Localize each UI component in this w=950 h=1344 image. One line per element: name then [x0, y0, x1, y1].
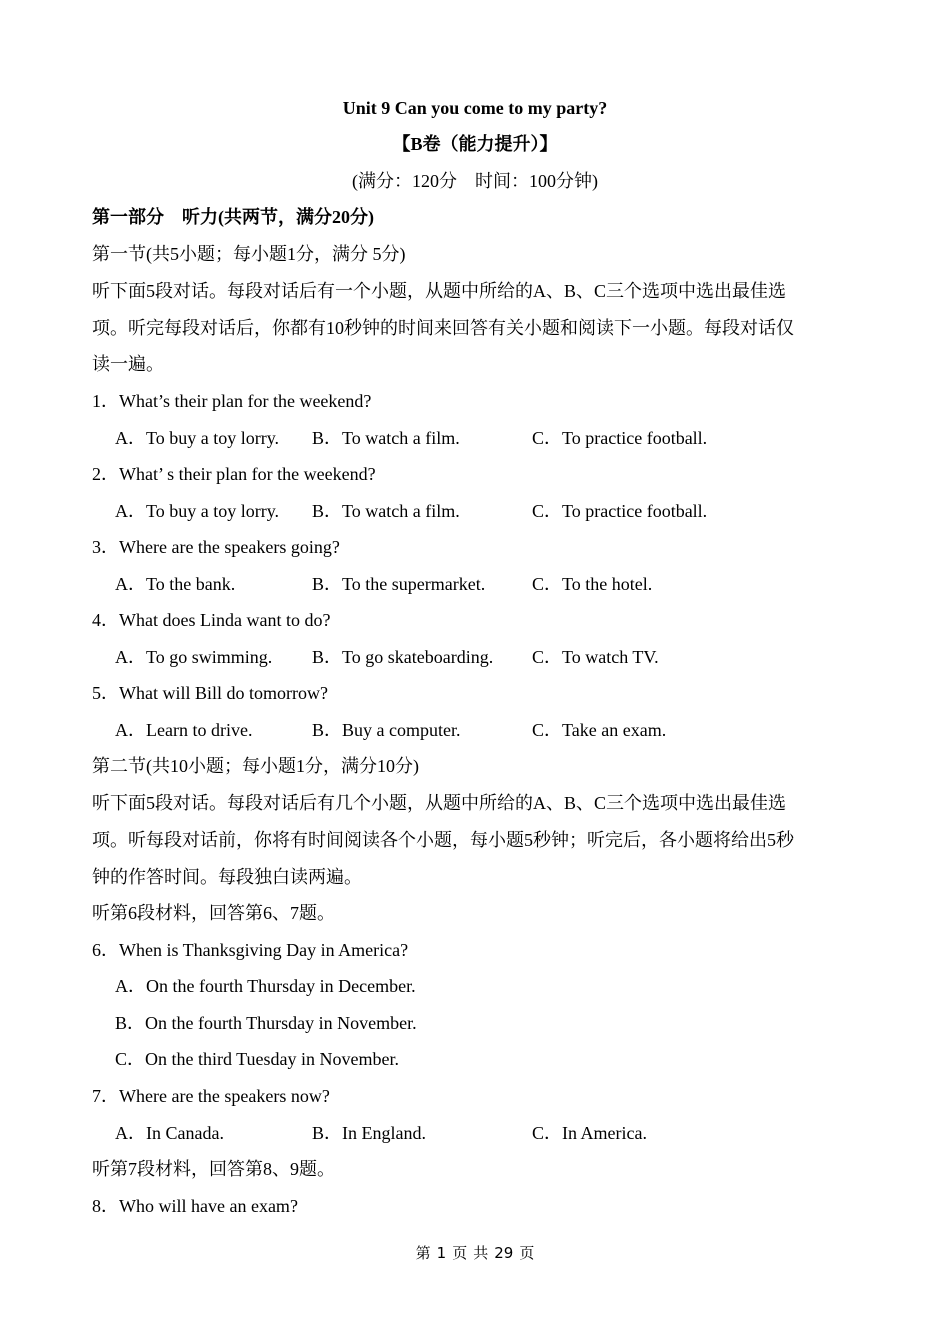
- score-info: (满分：120分 时间：100分钟): [352, 171, 598, 191]
- question-7: 7．Where are the speakers now?: [92, 1086, 330, 1106]
- question-5-option-b: B．Buy a computer.: [312, 720, 461, 740]
- question-3: 3．Where are the speakers going?: [92, 537, 340, 557]
- question-7-option-a: A．In Canada.: [115, 1123, 224, 1143]
- footer-total-word: 共: [473, 1244, 489, 1262]
- question-7-option-b: B．In England.: [312, 1123, 426, 1143]
- question-1-option-b: B．To watch a film.: [312, 428, 460, 448]
- question-3-option-a: A．To the bank.: [115, 574, 236, 594]
- question-4-option-c: C．To watch TV.: [532, 647, 659, 667]
- part1-heading: 第一部分 听力(共两节，满分20分): [92, 207, 374, 227]
- question-6-option-c: C．On the third Tuesday in November.: [115, 1049, 399, 1069]
- question-3-option-c: C．To the hotel.: [532, 574, 653, 594]
- question-4: 4．What does Linda want to do?: [92, 610, 331, 630]
- footer-prefix: 第: [415, 1244, 431, 1262]
- question-2-option-c: C．To practice football.: [532, 501, 708, 521]
- section2-instructions-line-3: 钟的作答时间。每段独白读两遍。: [92, 867, 362, 887]
- question-1: 1．What’s their plan for the weekend?: [92, 391, 372, 411]
- question-5-option-a: A．Learn to drive.: [115, 720, 253, 740]
- document-title: Unit 9 Can you come to my party?: [342, 98, 608, 118]
- section1-instructions-line-1: 听下面5段对话。每段对话后有一个小题，从题中所给的A、B、C三个选项中选出最佳选: [92, 281, 787, 301]
- question-6: 6．When is Thanksgiving Day in America?: [92, 940, 409, 960]
- section2-instructions-line-1: 听下面5段对话。每段对话后有几个小题，从题中所给的A、B、C三个选项中选出最佳选: [92, 793, 787, 813]
- question-6-option-a: A．On the fourth Thursday in December.: [115, 976, 416, 996]
- question-4-option-a: A．To go swimming.: [115, 647, 273, 667]
- material-6-note: 听第6段材料，回答第6、7题。: [92, 903, 335, 923]
- question-5: 5．What will Bill do tomorrow?: [92, 683, 328, 703]
- question-4-option-b: B．To go skateboarding.: [312, 647, 494, 667]
- footer-page-word: 页: [452, 1244, 468, 1262]
- question-3-option-b: B．To the supermarket.: [312, 574, 486, 594]
- question-5-option-c: C．Take an exam.: [532, 720, 667, 740]
- footer-total-pages: 29: [494, 1244, 514, 1262]
- question-7-option-c: C．In America.: [532, 1123, 647, 1143]
- section2-heading: 第二节(共10小题；每小题1分，满分10分): [92, 756, 419, 776]
- question-2-option-b: B．To watch a film.: [312, 501, 460, 521]
- page-footer: [0, 1243, 950, 1263]
- material-7-note: 听第7段材料，回答第8、9题。: [92, 1159, 335, 1179]
- question-1-option-c: C．To practice football.: [532, 428, 708, 448]
- question-8: 8．Who will have an exam?: [92, 1196, 298, 1216]
- section1-instructions-line-2: 项。听完每段对话后，你都有10秒钟的时间来回答有关小题和阅读下一小题。每段对话仅: [92, 318, 794, 338]
- question-2-option-a: A．To buy a toy lorry.: [115, 501, 280, 521]
- question-6-option-b: B．On the fourth Thursday in November.: [115, 1013, 417, 1033]
- footer-current-page: 1: [436, 1244, 447, 1262]
- question-1-option-a: A．To buy a toy lorry.: [115, 428, 280, 448]
- document-subtitle: 【B卷（能力提升）】: [392, 134, 558, 154]
- question-2: 2．What’ s their plan for the weekend?: [92, 464, 376, 484]
- section1-heading: 第一节(共5小题；每小题1分，满分 5分): [92, 244, 406, 264]
- section2-instructions-line-2: 项。听每段对话前，你将有时间阅读各个小题，每小题5秒钟；听完后，各小题将给出5秒: [92, 830, 794, 850]
- section1-instructions-line-3: 读一遍。: [92, 354, 164, 374]
- footer-suffix: 页: [519, 1244, 535, 1262]
